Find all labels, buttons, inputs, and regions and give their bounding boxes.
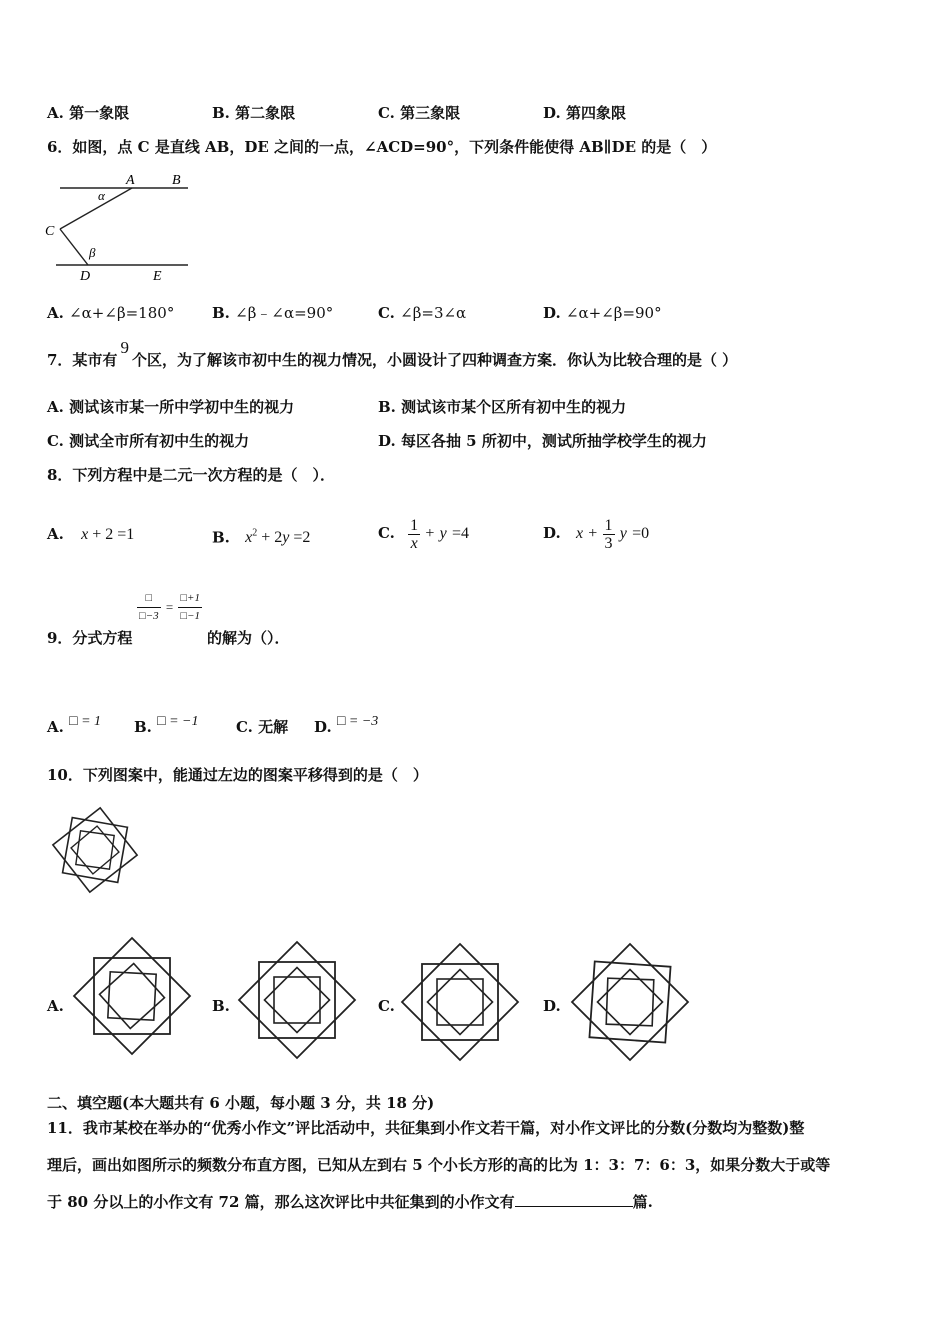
q6-option-b-letter: B. [212, 304, 230, 322]
q5-option-a [47, 103, 129, 123]
q5-option-b-letter: B. [212, 104, 230, 122]
label-d: D [80, 269, 91, 284]
q8-c-fraction [408, 517, 420, 552]
q6-option-d [543, 303, 662, 323]
q10-option-a-letter: A. [47, 997, 64, 1015]
q7-option-d-letter: D. [378, 432, 396, 450]
q7-option-d-text: 每区各抽 5 所初中，测试所抽学校学生的视力 [400, 432, 707, 450]
q5-option-b [212, 103, 295, 123]
q6-option-a-letter: A. [47, 304, 64, 322]
q7-option-c-text: 测试全市所有初中生的视力 [69, 432, 250, 450]
q9-left-den: □−3 [137, 607, 161, 625]
q9-option-d-text: □ = −3 [336, 714, 379, 729]
q7-option-a-text: 测试该市某一所中学初中生的视力 [69, 398, 295, 416]
q7-option-b-letter: B. [378, 398, 396, 416]
segment-cd [60, 229, 88, 265]
q8-option-c [378, 500, 469, 567]
q8-option-a-letter: A. [47, 525, 64, 543]
q7-option-b-text: 测试该市某个区所有初中生的视力 [401, 398, 627, 416]
q8-d-fraction [603, 517, 615, 552]
q8-b-rest: + 2 [261, 529, 283, 547]
q9-option-a-text: □ = 1 [69, 714, 102, 729]
q8-c-den: x [408, 534, 420, 552]
ref-inner-square [76, 831, 114, 869]
ref-outer-diamond [53, 808, 137, 892]
q9-right-num: □+1 [180, 592, 200, 604]
q6-stem: 6．如图，点 C 是直线 AB，DE 之间的一点，∠ACD=90°，下列条件能使得 AB∥DE 的是（ ） [47, 138, 717, 156]
label-beta: β [89, 245, 96, 260]
q10-option-b-pattern [237, 940, 357, 1060]
q8-d-x: x [575, 525, 584, 542]
q9-option-b [134, 710, 199, 736]
label-e: E [153, 269, 162, 284]
q6-option-a [47, 303, 174, 323]
q6-option-c-letter: C. [378, 304, 395, 322]
q11-line3-before: 于 80 分以上的小作文有 72 篇，那么这次评比中共征集到的小作文有 [47, 1193, 515, 1211]
q9-option-b-text: □ = −1 [157, 714, 199, 729]
q5-option-c [378, 103, 460, 123]
q7-option-d [378, 431, 707, 451]
label-b: B [172, 173, 181, 188]
q5-option-a-text: 第一象限 [69, 104, 130, 122]
q9-equation [137, 590, 202, 625]
q10-option-d-pattern [570, 942, 690, 1062]
q10-option-b-letter: B. [212, 997, 230, 1015]
q8-option-b-letter: B. [212, 528, 230, 547]
q8-d-den: 3 [604, 534, 613, 552]
q10-option-a-pattern [72, 936, 192, 1056]
q8-d-end: =0 [632, 525, 650, 542]
q6-option-c-text: ∠β=3∠α [400, 304, 467, 322]
q11-line3 [47, 1192, 653, 1212]
q9-option-c [236, 717, 288, 737]
q5-option-d-letter: D. [543, 104, 561, 122]
q7-stem [47, 338, 738, 370]
q9-option-d-letter: D. [314, 718, 332, 736]
q8-option-a [47, 524, 134, 545]
q10-stem: 10．下列图案中，能通过左边的图案平移得到的是（ ） [47, 766, 428, 784]
q9-right-fraction [178, 590, 202, 625]
q6-option-a-text: ∠α+∠β=180° [69, 304, 175, 322]
q9-stem-a: 9．分式方程 [47, 629, 133, 647]
q6-option-d-text: ∠α+∠β=90° [565, 304, 662, 322]
q7-number: 9 [120, 338, 129, 357]
q9-option-a-letter: A. [47, 718, 64, 736]
q6-option-c [378, 303, 466, 323]
q7-stem-after: 个区，为了解该市初中生的视力情况，小圆设计了四种调查方案．你认为比较合理的是（ ） [131, 351, 738, 369]
q8-b-x: x [245, 529, 253, 547]
q11-answer-blank[interactable] [515, 1192, 633, 1207]
q8-a-rest: + 2 =1 [92, 526, 135, 543]
q9-stem-b: 的解为（）． [207, 629, 290, 647]
q8-option-b [212, 524, 310, 548]
q7-option-c [47, 431, 249, 451]
q8-c-end: =4 [451, 525, 470, 542]
q8-c-y: y [439, 525, 447, 542]
q9-option-c-letter: C. [236, 718, 253, 736]
q7-stem-before: 7．某市有 [47, 351, 118, 369]
q9-left-fraction [137, 590, 161, 625]
q10-option-c-pattern [400, 942, 520, 1062]
q9-right-den: □−1 [178, 607, 202, 625]
q8-a-x: x [81, 526, 89, 543]
q10-reference-pattern [45, 800, 145, 900]
q9-option-c-text: 无解 [258, 718, 289, 736]
label-a: A [126, 173, 135, 188]
q11-line3-after: 篇. [632, 1193, 653, 1211]
q8-b-end: =2 [293, 529, 311, 547]
q8-d-num: 1 [604, 516, 613, 534]
q6-option-d-letter: D. [543, 304, 561, 322]
segment-ca [60, 188, 132, 229]
q7-option-c-letter: C. [47, 432, 64, 450]
q5-option-d-text: 第四象限 [565, 104, 626, 122]
label-alpha: α [98, 188, 105, 203]
q5-option-a-letter: A. [47, 104, 64, 122]
q7-option-a-letter: A. [47, 398, 64, 416]
q8-stem: 8．下列方程中是二元一次方程的是（ ）． [47, 466, 335, 484]
q9-option-b-letter: B. [134, 718, 152, 736]
q8-option-d [543, 500, 649, 567]
q11-line1: 11．我市某校在举办的“优秀小作文”评比活动中，共征集到小作文若干篇，对小作文评比的分数(分数均为整数)整 [47, 1119, 805, 1137]
q8-option-c-letter: C. [378, 524, 395, 542]
q8-c-plus: + [425, 525, 435, 542]
q9-eq-sign: = [165, 599, 174, 615]
q10-option-c-letter: C. [378, 997, 395, 1015]
q6-option-b [212, 303, 333, 323]
q5-option-b-text: 第二象限 [235, 104, 296, 122]
q8-b-y: y [282, 529, 290, 547]
label-c: C [45, 224, 55, 239]
q5-option-c-letter: C. [378, 104, 395, 122]
q11-line2: 理后，画出如图所示的频数分布直方图，已知从左到右 5 个小长方形的高的比为 1：3：7：6：3，如果分数大于或等 [47, 1156, 831, 1174]
q8-b-sup: 2 [252, 528, 258, 539]
q6-figure [42, 170, 192, 285]
q9-option-d [314, 710, 379, 736]
q6-option-b-text: ∠β﹣∠α=90° [235, 304, 334, 322]
q7-option-a [47, 397, 294, 417]
q8-d-y: y [619, 525, 627, 542]
q5-option-c-text: 第三象限 [400, 104, 461, 122]
q8-c-num: 1 [410, 516, 419, 534]
q7-option-b [378, 397, 626, 417]
q10-option-d-letter: D. [543, 997, 561, 1015]
q9-option-a [47, 710, 102, 736]
q8-option-d-letter: D. [543, 524, 561, 542]
q5-option-d [543, 103, 626, 123]
q8-d-plus: + [588, 525, 598, 542]
section2-heading: 二、填空题(本大题共有 6 小题，每小题 3 分，共 18 分) [47, 1094, 435, 1112]
q9-left-num: □ [145, 592, 153, 604]
